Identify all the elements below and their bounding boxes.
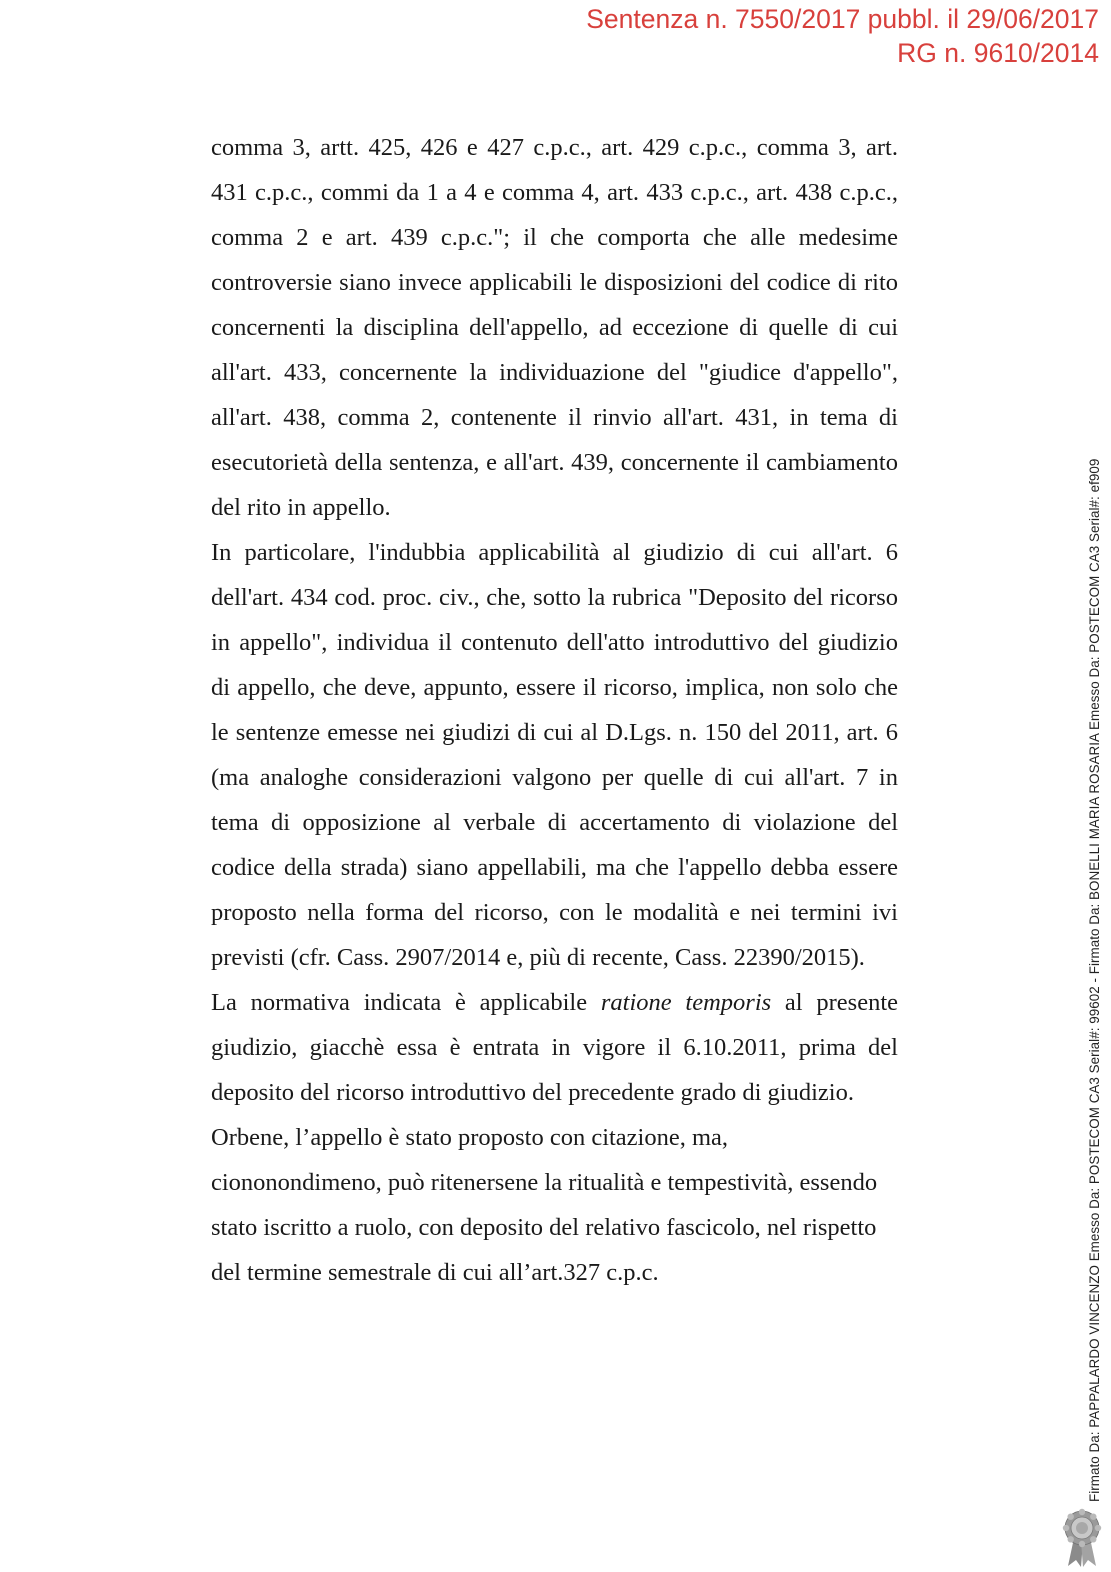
document-body [211,125,898,1295]
paragraph-2: In particolare, l'indubbia applicabilità al giudizio di cui all'art. 6 dell'art. 434 cod. proc. civ., che, sotto la rubrica "Deposito del ricorso in appello", individua il contenuto dell'atto introduttivo del giudizio di appello, che deve, appunto, essere il ricorso, implica, non solo che le sentenze emesse nei giudizi di cui al D.Lgs. n. 150 del 2011, art. 6 (ma analoghe considerazioni valgono per quelle di cui all'art. 7 in tema di opposizione al verbale di accertamento di violazione del codice della strada) siano appellabili, ma che l'appello debba essere proposto nella forma del ricorso, con le modalità e nei termini ivi previsti (cfr. Cass. 2907/2014 e, più di recente, Cass. 22390/2015). [211,539,898,971]
rosette-seal-icon [1057,1508,1107,1568]
paragraph-4: Orbene, l’appello è stato proposto con citazione, ma, ciononondimeno, può ritenersene la ritualità e tempestività, essendo stato iscritto a ruolo, con deposito del relativo fascicolo, nel rispetto del termine semestrale di cui all’art.327 c.p.c. [211,1124,878,1286]
paragraph-3-italic: ratione temporis [600,989,772,1016]
paragraph-3 [211,980,898,1115]
paragraph-3-end: al presente giudizio, giacchè essa è entrata in vigore il 6.10.2011, prima del deposito del ricorso introduttivo del precedente grado di giudizio. [211,989,898,1106]
registry-number: RG n. 9610/2014 [897,38,1099,68]
paragraph-3-start: La normativa indicata è applicabile [211,989,601,1016]
paragraph-1: comma 3, artt. 425, 426 e 427 c.p.c., art. 429 c.p.c., comma 3, art. 431 c.p.c., commi da 1 a 4 e comma 4, art. 433 c.p.c., art. 438 c.p.c., comma 2 e art. 439 c.p.c."; il che comporta che alle medesime controversie siano invece applicabili le disposizioni del codice di rito concernenti la disciplina dell'appello, ad eccezione di quelle di cui all'art. 433, concernente la individuazione del "giudice d'appello", all'art. 438, comma 2, contenente il rinvio all'art. 431, in tema di esecutorietà della sentenza, e all'art. 439, concernente il cambiamento del rito in appello. [211,134,898,521]
sentence-number: Sentenza n. 7550/2017 pubbl. il 29/06/2017 [586,4,1099,34]
digital-signature-stamp: Firmato Da: PAPPALARDO VINCENZO Emesso Da: POSTECOM CA3 Serial#: 99602 - Firmato Da: BONELLI MARIA ROSARIA Emesso Da: POSTECOM CA3 Serial#: ef909 [1087,458,1102,1502]
document-header [586,2,1099,70]
